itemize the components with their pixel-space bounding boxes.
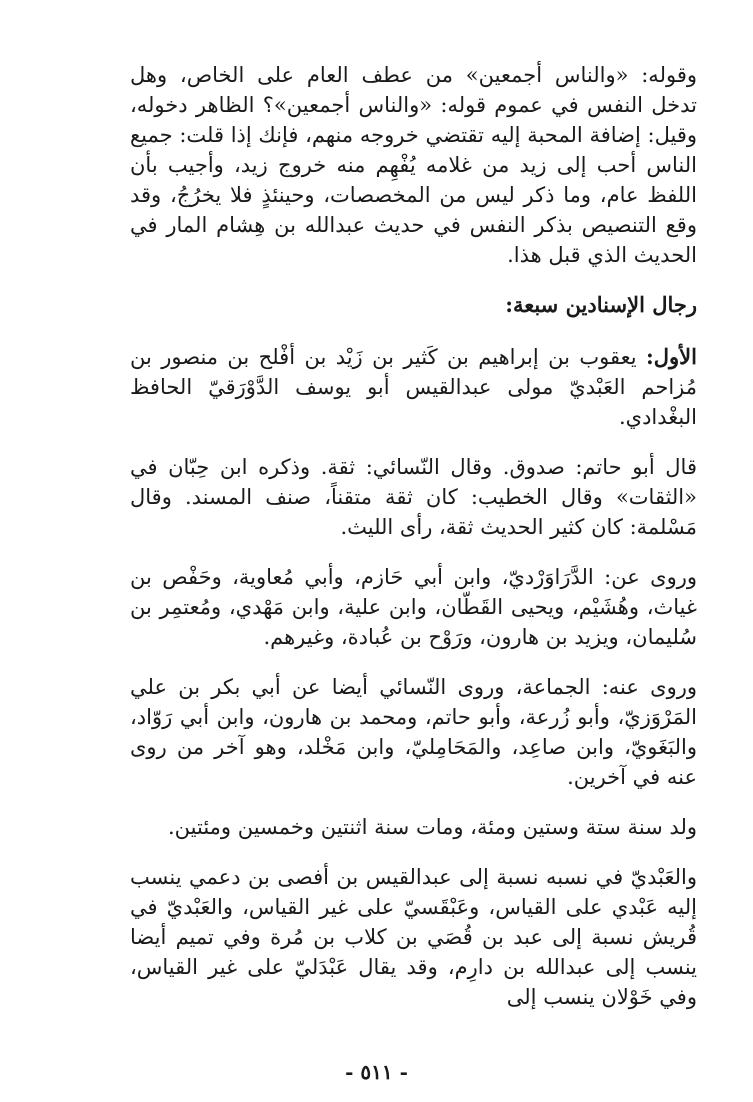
narrator-ordinal: الأول: — [646, 344, 697, 369]
narrator-description: يعقوب بن إبراهيم بن كَثير بن زَيْد بن أفْلح بن منصور بن مُزاحم العَبْديّ مولى عبدالقيس أبو يوسف الدَّوْرَقيّ الحافظ البغْدادي. — [130, 345, 697, 429]
paragraph-commentary: وقوله: «والناس أجمعين» من عطف العام على الخاص، وهل تدخل النفس في عموم قوله: «والناس أجمعين»؟ الظاهر دخوله، وقيل: إضافة المحبة إليه تقتضي خروجه منهم، فإنك إذا قلت: جميع الناس أحب إلى زيد من غلامه يُفْهِم منه خروج زيد، وأجيب بأن اللفظ عام، وما ذكر ليس من المخصصات، وحينئذٍ فلا يخرُجُ، وقد وقع التنصيص بذكر النفس في حديث عبدالله بن هِشام المار في الحديث الذي قبل هذا. — [130, 63, 697, 267]
paragraph-birth-death: ولد سنة ستة وستين ومئة، ومات سنة اثنتين وخمسين ومئتين. — [168, 815, 697, 839]
page-number: - ٥١١ - — [345, 1060, 408, 1084]
paragraph-narrated-by: وروى عنه: الجماعة، وروى النّسائي أيضا عن أبي بكر بن علي المَرْوَزيّ، وأبو زُرعة، وأبو حاتم، ومحمد بن هارون، وابن أبي رَوّاد، والبَغَويّ، وابن صاعِد، والمَحَامِليّ، وابن مَخْلد، وهو آخر من روى عنه في آخرين. — [130, 675, 697, 789]
paragraph-narrated-from: وروى عن: الدَّرَاوَرْديّ، وابن أبي حَازم، وأبي مُعاوية، وحَفْص بن غياث، وهُشَيْم، ويحيى القَطّان، وابن علية، وابن مَهْدي، ومُعتمِر بن سُليمان، ويزيد بن هارون، ورَوْح بن عُبادة، وغيرهم. — [130, 565, 697, 649]
paragraph-evaluations: قال أبو حاتم: صدوق. وقال النّسائي: ثقة. وذكره ابن حِبّان في «الثقات» وقال الخطيب: كان ثقة متقناً، صنف المسند. وقال مَسْلمة: كان كثير الحديث ثقة، رأى الليث. — [130, 455, 697, 539]
section-heading: رجال الإسنادين سبعة: — [505, 292, 697, 317]
body-text — [130, 60, 697, 1032]
paragraph-lineage: والعَبْديّ في نسبه نسبة إلى عبدالقيس بن أفصى بن دعمي ينسب إليه عَبْدي على القياس، وعَبْقَسيّ على غير القياس، والعَبْديّ في قُريش نسبة إلى عبد بن قُصَي بن كلاب بن مُرة وفي تميم أيضا ينسب إلى عبدالله بن دارِم، وقد يقال عَبْدَليّ على غير القياس، وفي خَوْلان ينسب إلى — [130, 865, 697, 1009]
paragraph-first-narrator — [130, 342, 697, 432]
